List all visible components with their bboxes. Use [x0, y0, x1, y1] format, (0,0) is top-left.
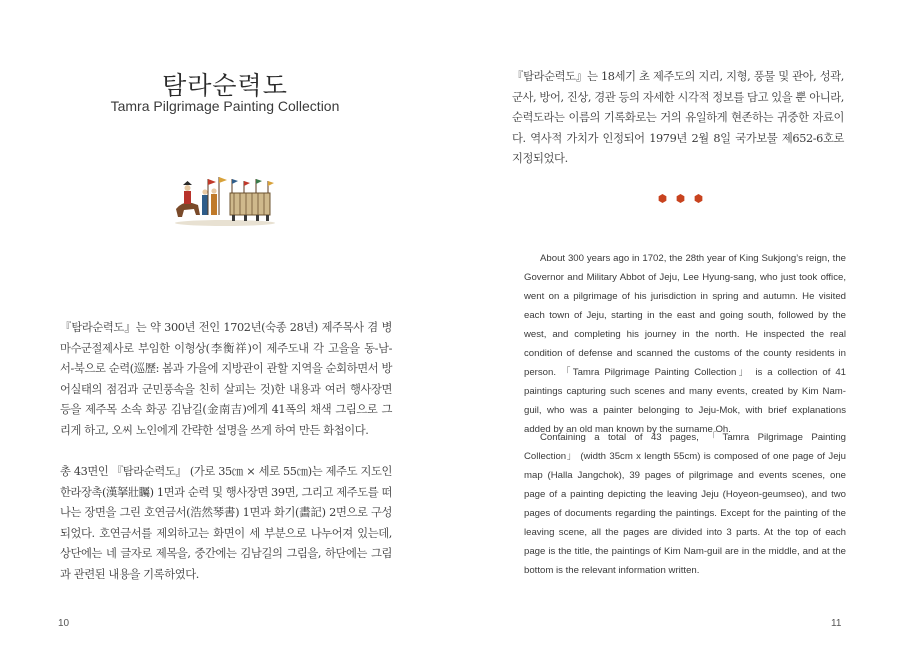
korean-paragraph-1-text: 『탐라순력도』는 약 300년 전인 1702년(숙종 28년) 제주목사 겸 병마수군절제사로 부임한 이형상(李衡祥)이 제주도내 각 고을을 동-남-서-북으로 순력(巡歷: 봄과 가을에 지방관이 관할 지역을 순회하면서 방어실태의 점검과 군민풍속을 친히 살피는 것)한 내용과 여러 행사장면 등을 제주목 소속 화공 김남길(金南吉)에게 41폭의 채색 그림으로 그리게 하고, 오씨 노인에게 간략한 설명을 쓰게 하여 만든 화첩이다.: [60, 321, 392, 437]
section-divider: [658, 194, 718, 206]
divider-hexagon-icon: [694, 194, 703, 203]
english-paragraph-2: [524, 428, 846, 580]
korean-paragraph-right: [512, 67, 844, 170]
page-number-left: 10: [58, 618, 70, 629]
english-paragraph-1-text: About 300 years ago in 1702, the 28th year of King Sukjong’s reign, the Governor and Military Abbot of Jeju, Lee Hyung-sang, who just took office, went on a pilgrimage of his jurisdiction in spring and autumn. He visited each town of Jeju, starting in the east and going south, followed by the west, and completing his journey in the north. He inspected the real condition of defense and scanned the customs of the county residents in person. 「Tamra Pilgrimage Painting Collection」 is a collection of 41 paintings capturing such scenes and many events, created by Kim Nam-guil, who was a painter belonging to Jeju-Mok, with brief explanations added by an old man known by the surname Oh.: [524, 253, 846, 435]
page-title-english: Tamra Pilgrimage Painting Collection: [110, 98, 340, 114]
korean-paragraph-2: [60, 462, 392, 585]
page-number-right: 11: [831, 618, 842, 629]
korean-paragraph-1: [60, 318, 392, 441]
soldier-figures: [202, 177, 227, 215]
korean-paragraph-2-text: 총 43면인 『탐라순력도』 (가로 35㎝ × 세로 55㎝)는 제주도 지도인 한라장촉(漢拏壯矚) 1면과 순력 및 행사장면 39면, 그리고 제주도를 떠나는 장면을 그린 호연금서(浩然琴書) 1면과 화기(畵記) 2면으로 구성되었다. 호연금서를 제외하고는 화면이 세 부분으로 나누어져 있는데, 상단에는 네 글자로 제목을, 중간에는 김남길의 그림을, 하단에는 그림과 관련된 내용을 기록하였다.: [60, 465, 392, 581]
procession-illustration-icon: [172, 175, 278, 227]
palanquin-figure: [230, 179, 274, 221]
english-paragraph-1: [524, 249, 846, 439]
divider-hexagon-icon: [658, 194, 667, 203]
page-title-korean: 탐라순력도: [162, 71, 288, 100]
horse-rider-figure: [176, 181, 200, 217]
divider-hexagon-icon: [676, 194, 685, 203]
korean-paragraph-right-text: 『탐라순력도』는 18세기 초 제주도의 지리, 지형, 풍물 및 관아, 성곽, 군사, 방어, 진상, 경관 등의 자세한 시각적 정보를 담고 있을 뿐 아니라, 순력도라는 이름의 기록화로는 거의 유일하게 현존하는 귀중한 자료이다. 역사적 가치가 인정되어 1979년 2월 8일 국가보물 제652-6호로 지정되었다.: [512, 70, 844, 165]
english-paragraph-2-text: Containing a total of 43 pages, 「Tamra Pilgrimage Painting Collection」 (width 35cm x length 55cm) is composed of one page of Jeju map (Halla Jangchok), 39 pages of pilgrimage and events scenes, one page of a painting depicting the leaving Jeju (Hoyeon-geumseo), and two pages of documents regarding the paintings. Except for the painting of the leaving scene, all the pages are divided into 3 parts. At the top of each page is the title, the paintings of Kim Nam-guil are in the middle, and at the bottom is the relevant information written.: [524, 432, 846, 576]
